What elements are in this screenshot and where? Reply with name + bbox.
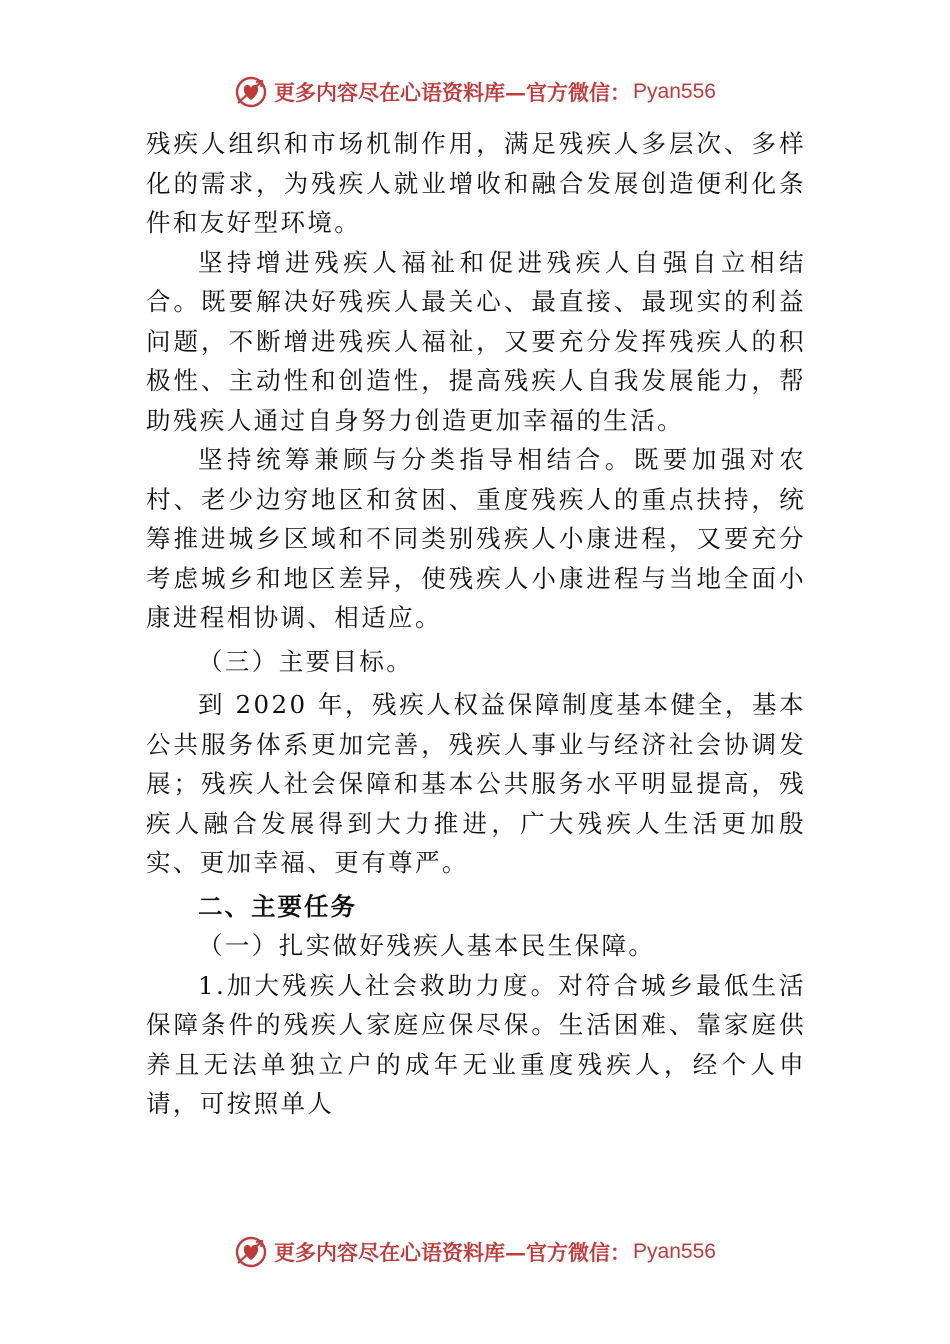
heart-logo-icon [234, 75, 268, 109]
watermark-footer [0, 1232, 950, 1272]
chapter-heading-tasks: 二、主要任务 [198, 891, 357, 921]
paragraph-goals: 到 2020 年，残疾人权益保障制度基本健全，基本公共服务体系更加完善，残疾人事业与经济社会协调发展；残疾人社会保障和基本公共服务水平明显提高，残疾人融合发展得到大力推进，广大残疾人生活更加殷实、更加幸福、更有尊严。 [146, 690, 806, 877]
section-heading-goals: （三）主要目标。 [198, 646, 414, 676]
paragraph-coordination-principle: 坚持统筹兼顾与分类指导相结合。既要加强对农村、老少边穷地区和贫困、重度残疾人的重点扶持，统筹推进城乡区域和不同类别残疾人小康进程，又要充分考虑城乡和地区差异，使残疾人小康进程与当地全面小康进程相协调、相适应。 [146, 445, 806, 632]
section-heading-livelihood: （一）扎实做好残疾人基本民生保障。 [198, 931, 656, 960]
watermark-header [0, 72, 950, 112]
heart-logo-icon [234, 1235, 268, 1269]
watermark-wechat-id: Pyan556 [633, 1240, 716, 1263]
watermark-text: 更多内容尽在心语资料库—官方微信： [274, 1240, 632, 1265]
paragraph-welfare-principle: 坚持增进残疾人福祉和促进残疾人自强自立相结合。既要解决好残疾人最关心、最直接、最现实的利益问题，不断增进残疾人福祉，又要充分发挥残疾人的积极性、主动性和创造性，提高残疾人自我发展能力，帮助残疾人通过自身努力创造更加幸福的生活。 [146, 247, 806, 435]
document-body [146, 124, 806, 1124]
paragraph-social-assistance: 1.加大残疾人社会救助力度。对符合城乡最低生活保障条件的残疾人家庭应保尽保。生活困难、靠家庭供养且无法单独立户的成年无业重度残疾人，经个人申请，可按照单人 [146, 970, 806, 1118]
watermark-text: 更多内容尽在心语资料库—官方微信： [274, 80, 632, 105]
watermark-wechat-id: Pyan556 [633, 80, 716, 103]
paragraph-continuation: 残疾人组织和市场机制作用，满足残疾人多层次、多样化的需求，为残疾人就业增收和融合发展创造便利化条件和友好型环境。 [146, 129, 806, 237]
